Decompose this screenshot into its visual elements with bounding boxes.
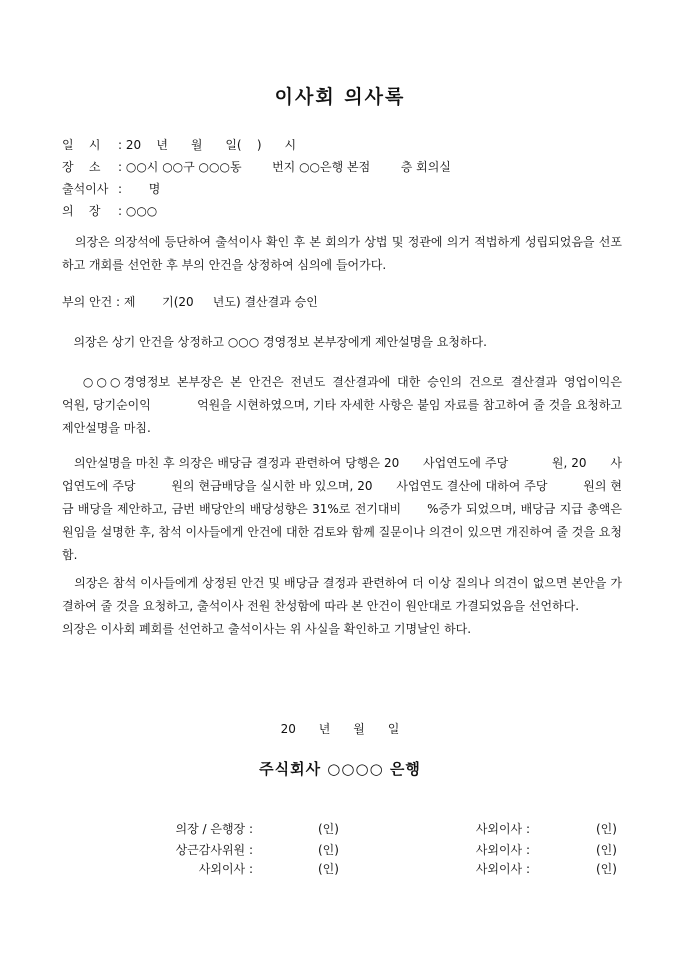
- meeting-place-value: : ○○시 ○○구 ○○○동 번지 ○○은행 본점 층 회의실: [118, 160, 451, 174]
- seal-mark: (인): [318, 862, 339, 876]
- meeting-datetime-value: : 20 년 월 일( ) 시: [118, 138, 297, 152]
- meeting-info: [62, 134, 622, 222]
- signature-row: [0, 818, 680, 840]
- attending-directors-value: : 명: [118, 182, 161, 196]
- opening-paragraph: 의장은 의장석에 등단하여 출석이사 확인 후 본 회의가 상법 및 정관에 의거 적법하게 성립되었음을 선포하고 개회를 선언한 후 부의 안건을 상정하여 심의에 들어가다.: [62, 235, 622, 272]
- signature-label: 사외이사 :: [475, 822, 530, 836]
- company-name: 주식회사 ○○○○ 은행: [259, 760, 421, 778]
- signature-label: 상근감사위원 :: [175, 843, 253, 857]
- agenda-item: 부의 안건 : 제 기(20 년도) 결산결과 승인: [62, 295, 318, 309]
- seal-mark: (인): [318, 843, 339, 857]
- document-title: 이사회 의사록: [274, 86, 406, 108]
- meeting-datetime-row: [62, 134, 622, 156]
- meeting-place-row: [62, 156, 622, 178]
- meeting-place-label: 장 소: [62, 160, 101, 174]
- chairperson-value: : ○○○: [118, 204, 158, 218]
- proposal-request-paragraph: 의장은 상기 안건을 상정하고 ○○○ 경영정보 본부장에게 제안설명을 요청하다.: [62, 335, 487, 349]
- proposal-explanation-paragraph: ○○○경영정보 본부장은 본 안건은 전년도 결산결과에 대한 승인의 건으로 결산결과 영업이익은 억원, 당기순이익 억원을 시현하였으며, 기타 자세한 사항은 붙임 자료를 참고하여 줄 것을 요청하고 제안설명을 마침.: [62, 375, 668, 435]
- signature-label: 사외이사 :: [475, 862, 530, 876]
- signature-label: 사외이사 :: [475, 843, 530, 857]
- attending-directors-row: [62, 178, 622, 200]
- seal-mark: (인): [596, 822, 617, 836]
- seal-mark: (인): [318, 822, 339, 836]
- attending-directors-label: 출석이사: [62, 182, 109, 196]
- seal-mark: (인): [596, 843, 617, 857]
- signing-date: 20 년 월 일: [280, 722, 400, 736]
- signature-label: 사외이사 :: [198, 862, 253, 876]
- signature-row: [0, 858, 680, 880]
- resolution-paragraph: 의장은 참석 이사들에게 상정된 안건 및 배당금 결정과 관련하여 더 이상 질의나 의견이 없으면 본안을 가결하여 줄 것을 요청하고, 출석이사 전원 찬성함에 따라 본 안건이 원안대로 가결되었음을 선언하다. 의장은 이사회 폐회를 선언하고 출석이사는 위 사실을 확인하고 기명날인 하다.: [62, 576, 622, 636]
- seal-mark: (인): [596, 862, 617, 876]
- chairperson-row: [62, 200, 622, 222]
- chairperson-label: 의 장: [62, 204, 101, 218]
- signature-label: 의장 / 은행장 :: [175, 822, 253, 836]
- meeting-datetime-label: 일 시: [62, 138, 101, 152]
- dividend-paragraph: 의안설명을 마친 후 의장은 배당금 결정과 관련하여 당행은 20 사업연도에 주당 원, 20 사업연도에 주당 원의 현금배당을 실시한 바 있으며, 20 사업연도 결산에 대하여 주당 원의 현금 배당을 제안하고, 금번 배당안의 배당성향은 31%로 전기대비 %증가 되었으며, 배당금 지급 총액은 원임을 설명한 후, 참석 이사들에게 안건에 대한 검토와 함께 질문이나 의견이 있으면 개진하여 줄 것을 요청함.: [62, 456, 672, 562]
